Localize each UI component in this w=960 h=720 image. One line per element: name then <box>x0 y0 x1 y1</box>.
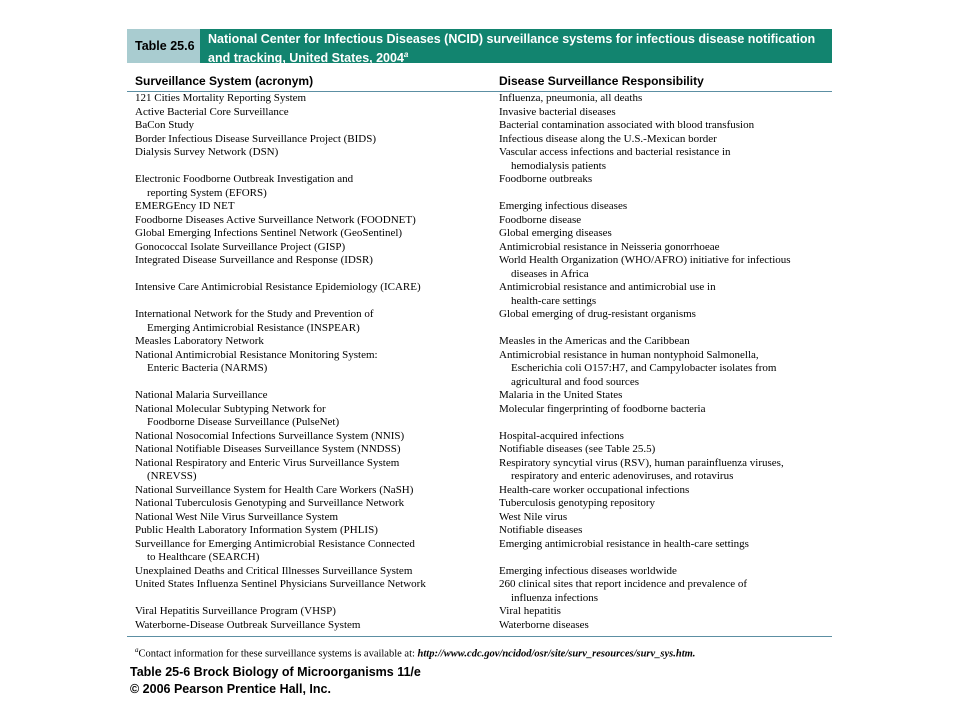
table-row <box>135 524 835 538</box>
responsibility-text: Global emerging diseases <box>499 227 612 239</box>
responsibility-text: Malaria in the United States <box>499 389 623 401</box>
table-row <box>135 146 835 173</box>
responsibility-cell <box>499 605 835 619</box>
system-text: Emerging Antimicrobial Resistance (INSPEAR) <box>147 321 360 334</box>
responsibility-cell <box>499 146 835 173</box>
responsibility-text: Influenza, pneumonia, all deaths <box>499 92 643 104</box>
responsibility-cell <box>499 484 835 498</box>
responsibility-cell <box>499 214 835 228</box>
responsibility-text: Antimicrobial resistance in human nontyphoid Salmonella, <box>499 348 759 361</box>
system-text: Enteric Bacteria (NARMS) <box>147 362 268 374</box>
system-text: Surveillance for Emerging Antimicrobial Resistance Connected <box>135 537 415 550</box>
system-text: National Malaria Surveillance <box>135 389 268 401</box>
system-cell <box>135 254 499 281</box>
system-text: Dialysis Survey Network (DSN) <box>135 146 279 158</box>
responsibility-cell <box>499 430 835 444</box>
table-row <box>135 497 835 511</box>
table-row <box>135 133 835 147</box>
responsibility-text: Bacterial contamination associated with blood transfusion <box>499 119 755 131</box>
responsibility-text: Emerging infectious diseases worldwide <box>499 564 677 577</box>
caption-line-title: Table 25-6 Brock Biology of Microorganisms 11/e <box>130 665 421 679</box>
responsibility-text: influenza infections <box>511 591 599 604</box>
system-text: Unexplained Deaths and Critical Illnesses Surveillance System <box>135 564 413 577</box>
title-footnote-marker: a <box>403 50 409 59</box>
footnote-text: Contact information for these surveillance systems is available at: <box>138 648 418 660</box>
caption-line-copyright: © 2006 Pearson Prentice Hall, Inc. <box>130 682 331 696</box>
responsibility-cell <box>499 619 835 633</box>
table-number: Table 25.6 <box>127 29 200 63</box>
responsibility-cell <box>499 133 835 147</box>
bottom-rule <box>127 636 832 637</box>
responsibility-cell <box>499 281 835 308</box>
table-row <box>135 403 835 430</box>
system-cell <box>135 430 499 444</box>
responsibility-text: Hospital-acquired infections <box>499 429 624 442</box>
system-text: 121 Cities Mortality Reporting System <box>135 92 307 104</box>
system-cell <box>135 241 499 255</box>
responsibility-text: Foodborne disease <box>499 213 582 226</box>
footnote-url[interactable]: http://www.cdc.gov/ncidod/osr/site/surv_resources/surv_sys.htm. <box>417 648 696 660</box>
responsibility-text: Waterborne diseases <box>499 618 589 631</box>
table-row <box>135 484 835 498</box>
responsibility-text: Emerging infectious diseases <box>499 200 628 212</box>
system-text: National Respiratory and Enteric Virus Surveillance System <box>135 456 400 469</box>
responsibility-text: Health-care worker occupational infections <box>499 483 690 496</box>
responsibility-text: Viral hepatitis <box>499 605 561 617</box>
table-row <box>135 538 835 565</box>
table-row <box>135 578 835 605</box>
footnote-marker: a <box>135 646 139 654</box>
system-text: (NREVSS) <box>147 470 197 482</box>
responsibility-cell <box>499 106 835 120</box>
system-cell <box>135 106 499 120</box>
system-text: Foodborne Disease Surveillance (PulseNet) <box>147 416 340 428</box>
table-row <box>135 200 835 214</box>
responsibility-cell <box>499 565 835 579</box>
system-cell <box>135 214 499 228</box>
table-row <box>135 619 835 633</box>
table-header <box>127 29 832 66</box>
responsibility-text: Infectious disease along the U.S.-Mexican border <box>499 132 717 145</box>
system-text: BaCon Study <box>135 119 194 131</box>
responsibility-cell <box>499 524 835 538</box>
system-text: Waterborne-Disease Outbreak Surveillance System <box>135 618 361 631</box>
system-text: Border Infectious Disease Surveillance Project (BIDS) <box>135 132 377 145</box>
system-cell <box>135 92 499 106</box>
system-text: International Network for the Study and Prevention of <box>135 308 374 320</box>
system-text: Electronic Foodborne Outbreak Investigation and <box>135 173 354 185</box>
system-text: Measles Laboratory Network <box>135 335 264 347</box>
system-cell <box>135 389 499 403</box>
system-text: reporting System (EFORS) <box>147 186 267 199</box>
system-cell <box>135 146 499 173</box>
system-cell <box>135 281 499 308</box>
responsibility-cell <box>499 92 835 106</box>
table-row <box>135 281 835 308</box>
responsibility-cell <box>499 443 835 457</box>
responsibility-text: Invasive bacterial diseases <box>499 105 616 118</box>
system-cell <box>135 497 499 511</box>
system-cell <box>135 227 499 241</box>
system-cell <box>135 457 499 484</box>
table-row <box>135 349 835 390</box>
table-row <box>135 106 835 120</box>
table-row <box>135 335 835 349</box>
responsibility-text: World Health Organization (WHO/AFRO) initiative for infectious <box>499 254 791 266</box>
responsibility-text: Antimicrobial resistance and antimicrobial use in <box>499 281 716 293</box>
system-text: Integrated Disease Surveillance and Response (IDSR) <box>135 254 373 266</box>
system-text: National Molecular Subtyping Network for <box>135 402 326 415</box>
table-row <box>135 173 835 200</box>
system-cell <box>135 511 499 525</box>
responsibility-text: health-care settings <box>511 294 597 307</box>
table-row <box>135 308 835 335</box>
table-row <box>135 605 835 619</box>
responsibility-cell <box>499 335 835 349</box>
responsibility-text: Emerging antimicrobial resistance in health-care settings <box>499 537 749 550</box>
responsibility-text: Notifiable diseases (see Table 25.5) <box>499 443 656 455</box>
responsibility-text: Notifiable diseases <box>499 524 583 536</box>
table-row <box>135 443 835 457</box>
system-cell <box>135 403 499 430</box>
system-cell <box>135 524 499 538</box>
responsibility-cell <box>499 241 835 255</box>
table-title-text: National Center for Infectious Diseases (NCID) surveillance systems for infectious disease notification and tracking, United States, 2004 <box>208 32 816 66</box>
responsibility-text: hemodialysis patients <box>511 159 607 172</box>
responsibility-text: Tuberculosis genotyping repository <box>499 497 656 509</box>
table-row <box>135 254 835 281</box>
table-row <box>135 565 835 579</box>
system-cell <box>135 578 499 605</box>
table-row <box>135 511 835 525</box>
table-row <box>135 430 835 444</box>
table-body <box>135 92 835 632</box>
table-row <box>135 457 835 484</box>
system-text: Active Bacterial Core Surveillance <box>135 105 289 118</box>
responsibility-text: agricultural and food sources <box>511 375 639 388</box>
responsibility-cell <box>499 497 835 511</box>
system-text: Intensive Care Antimicrobial Resistance Epidemiology (ICARE) <box>135 281 421 293</box>
responsibility-cell <box>499 538 835 565</box>
system-cell <box>135 565 499 579</box>
system-cell <box>135 119 499 133</box>
responsibility-text: Foodborne outbreaks <box>499 173 593 185</box>
responsibility-cell <box>499 457 835 484</box>
responsibility-cell <box>499 227 835 241</box>
responsibility-text: diseases in Africa <box>511 267 589 280</box>
responsibility-text: Respiratory syncytial virus (RSV), human parainfluenza viruses, <box>499 456 784 469</box>
responsibility-cell <box>499 389 835 403</box>
footnote <box>135 646 835 660</box>
responsibility-text: Global emerging of drug-resistant organisms <box>499 308 696 320</box>
responsibility-cell <box>499 254 835 281</box>
system-cell <box>135 538 499 565</box>
responsibility-text: respiratory and enteric adenoviruses, and rotavirus <box>511 470 734 482</box>
system-text: EMERGEncy ID NET <box>135 200 235 212</box>
responsibility-text: Measles in the Americas and the Caribbean <box>499 335 690 347</box>
table-row <box>135 92 835 106</box>
table-row <box>135 241 835 255</box>
system-text: Gonococcal Isolate Surveillance Project (GISP) <box>135 240 346 253</box>
column-header-system: Surveillance System (acronym) <box>135 74 314 88</box>
column-header-responsibility: Disease Surveillance Responsibility <box>499 74 704 88</box>
system-text: National Antimicrobial Resistance Monitoring System: <box>135 348 378 361</box>
system-text: National Nosocomial Infections Surveillance System (NNIS) <box>135 429 405 442</box>
responsibility-cell <box>499 173 835 200</box>
responsibility-text: Molecular fingerprinting of foodborne bacteria <box>499 402 706 415</box>
slide-caption <box>130 664 421 698</box>
responsibility-text: Vascular access infections and bacterial resistance in <box>499 146 731 158</box>
responsibility-cell <box>499 349 835 390</box>
responsibility-cell <box>499 308 835 335</box>
system-cell <box>135 133 499 147</box>
responsibility-text: Escherichia coli O157:H7, and Campylobacter isolates from <box>511 362 777 374</box>
table-row <box>135 214 835 228</box>
system-text: Viral Hepatitis Surveillance Program (VHSP) <box>135 605 336 617</box>
responsibility-cell <box>499 578 835 605</box>
system-text: United States Influenza Sentinel Physicians Surveillance Network <box>135 578 426 590</box>
table-row <box>135 389 835 403</box>
system-text: National Surveillance System for Health Care Workers (NaSH) <box>135 483 414 496</box>
responsibility-text: Antimicrobial resistance in Neisseria gonorrhoeae <box>499 240 720 253</box>
system-cell <box>135 605 499 619</box>
system-cell <box>135 308 499 335</box>
system-cell <box>135 173 499 200</box>
system-cell <box>135 619 499 633</box>
system-text: National Notifiable Diseases Surveillance System (NNDSS) <box>135 443 401 455</box>
table-row <box>135 227 835 241</box>
system-cell <box>135 484 499 498</box>
table-title <box>200 29 832 66</box>
system-cell <box>135 349 499 390</box>
system-text: Global Emerging Infections Sentinel Network (GeoSentinel) <box>135 227 403 239</box>
system-text: National Tuberculosis Genotyping and Surveillance Network <box>135 497 405 509</box>
system-cell <box>135 200 499 214</box>
system-text: National West Nile Virus Surveillance System <box>135 510 339 523</box>
responsibility-text: West Nile virus <box>499 510 568 523</box>
system-cell <box>135 335 499 349</box>
responsibility-cell <box>499 119 835 133</box>
system-text: to Healthcare (SEARCH) <box>147 551 260 563</box>
responsibility-text: 260 clinical sites that report incidence and prevalence of <box>499 578 748 590</box>
responsibility-cell <box>499 403 835 430</box>
responsibility-cell <box>499 511 835 525</box>
table-row <box>135 119 835 133</box>
system-cell <box>135 443 499 457</box>
system-text: Public Health Laboratory Information System (PHLIS) <box>135 524 378 536</box>
system-text: Foodborne Diseases Active Surveillance Network (FOODNET) <box>135 213 416 226</box>
responsibility-cell <box>499 200 835 214</box>
